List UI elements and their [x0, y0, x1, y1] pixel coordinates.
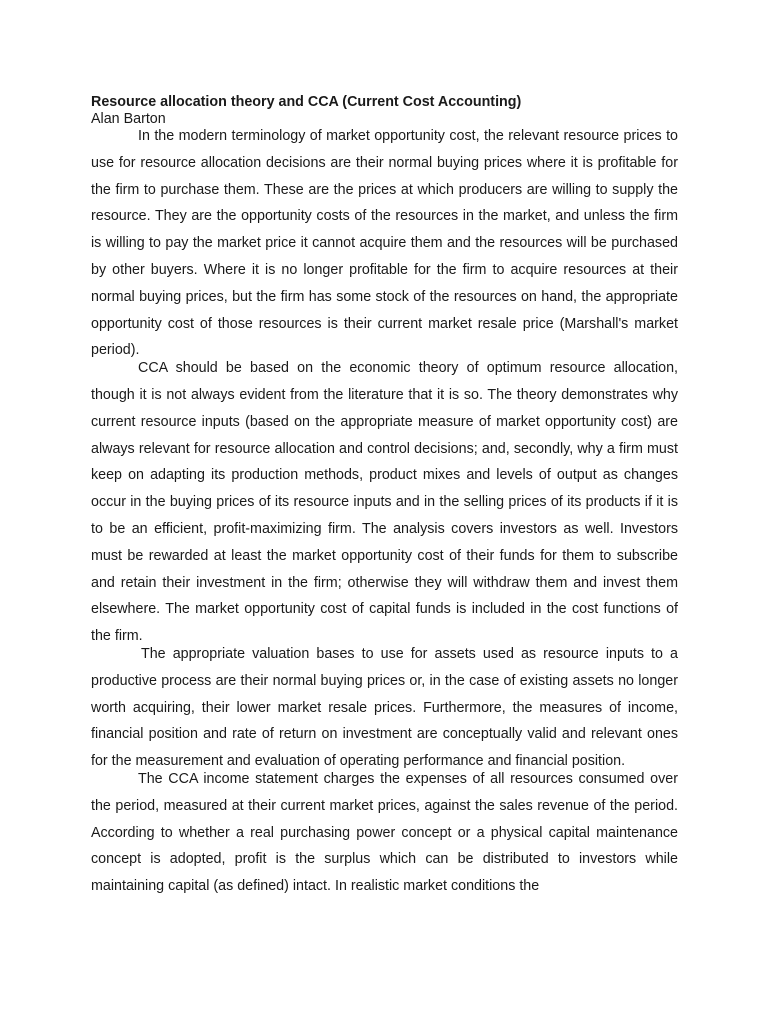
paragraph-1: In the modern terminology of market opportunity cost, the relevant resource prices to use for resource allocation decisions are their normal buying prices where it is profitable for the firm to purchase them. These are the prices at which producers are willing to supply the resource. They are the opportunity costs of the resources in the market, and unless the firm is willing to pay the market price it cannot acquire them and the resources will be purchased by other buyers. Where it is no longer profitable for the firm to acquire resources at their normal buying prices, but the firm has some stock of the resources on hand, the appropriate opportunity cost of those resources is their current market resale price (Marshall's market period).: [91, 128, 678, 359]
paragraph-4: The CCA income statement charges the expenses of all resources consumed over the period, measured at their current market prices, against the sales revenue of the period. According to whether a real purchasing power concept or a physical capital maintenance concept is adopted, profit is the surplus which can be distributed to investors while maintaining capital (as defined) intact. In realistic market conditions the: [91, 770, 678, 895]
document-author: Alan Barton: [91, 111, 166, 127]
paragraph-2: CCA should be based on the economic theory of optimum resource allocation, though it is not always evident from the literature that it is so. The theory demonstrates why current resource inputs (based on the appropriate measure of market opportunity cost) are always relevant for resource allocation and control decisions; and, secondly, why a firm must keep on adapting its production methods, product mixes and levels of output as changes occur in the buying prices of its resource inputs and in the selling prices of its products if it is to be an efficient, profit-maximizing firm. The analysis covers investors as well. Investors must be rewarded at least the market opportunity cost of their funds for them to subscribe and retain their investment in the firm; otherwise they will withdraw them and invest them elsewhere. The market opportunity cost of capital funds is included in the cost functions of the firm.: [91, 360, 678, 645]
document-title: Resource allocation theory and CCA (Current Cost Accounting): [91, 94, 522, 110]
paragraph-3: The appropriate valuation bases to use for assets used as resource inputs to a productive process are their normal buying prices or, in the case of existing assets no longer worth acquiring, their lower market resale prices. Furthermore, the measures of income, financial position and rate of return on investment are conceptually valid and relevant ones for the measurement and evaluation of operating performance and financial position.: [91, 645, 678, 770]
document-body: [91, 94, 678, 900]
